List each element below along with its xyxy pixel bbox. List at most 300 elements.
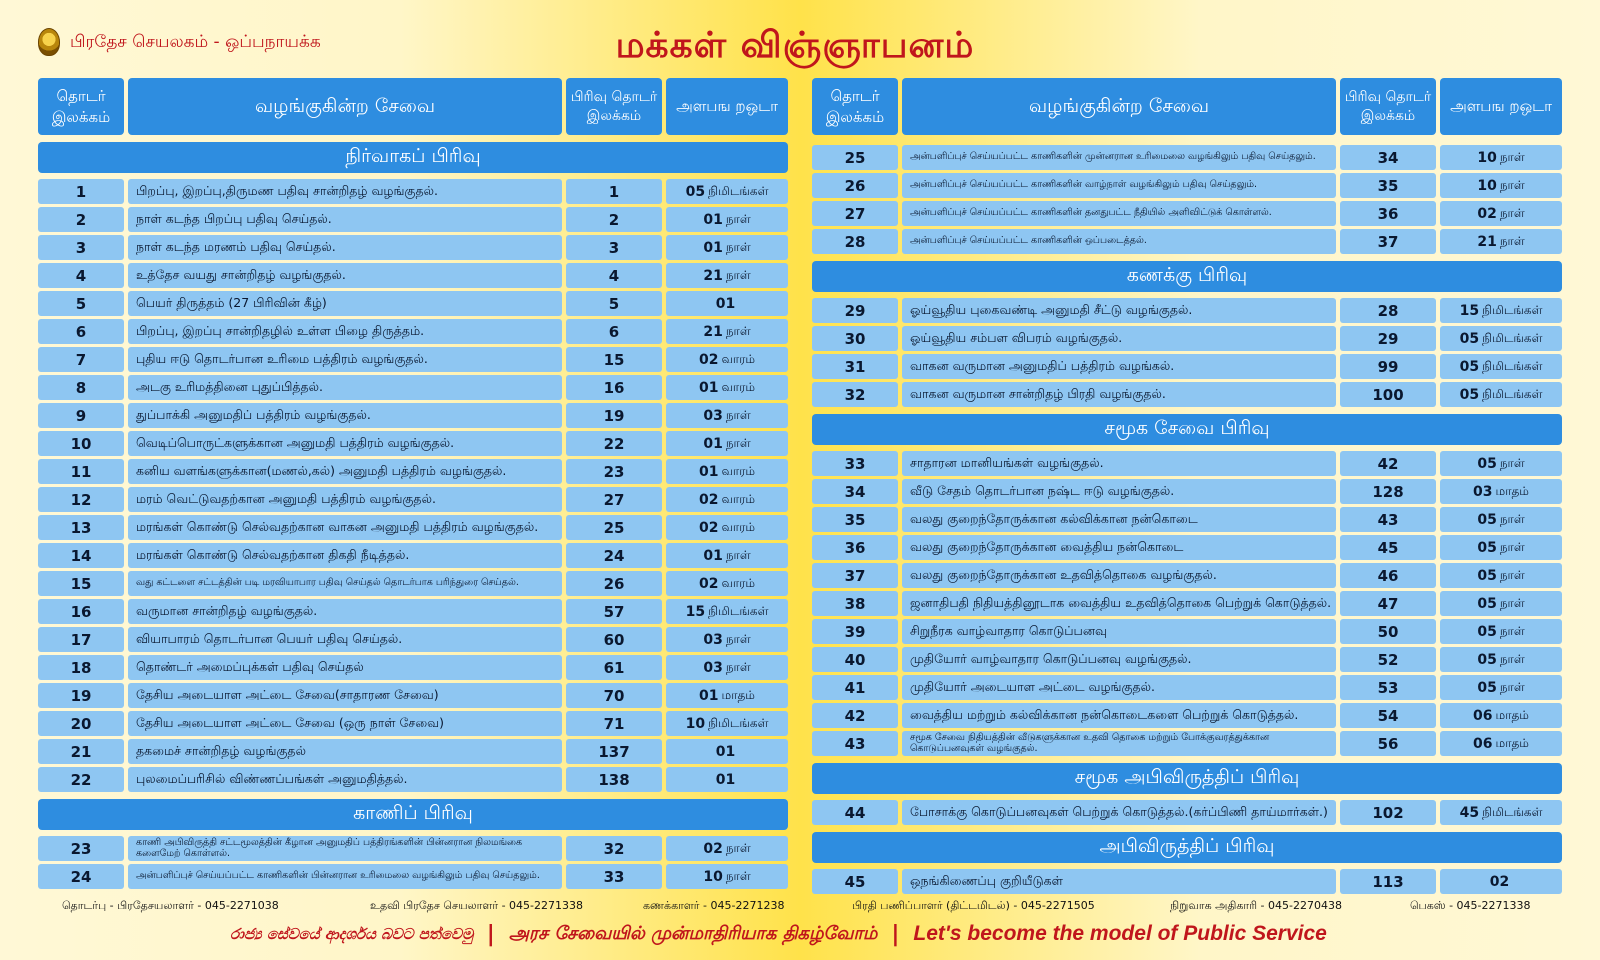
column-header-no: தொடர் இலக்கம் <box>812 78 898 135</box>
row-time-value: 05 <box>1477 539 1497 556</box>
row-time-value: 05 <box>1477 623 1497 640</box>
row-time <box>666 515 788 540</box>
row-service: உத்தேச வயது சான்றிதழ் வழங்குதல். <box>128 263 562 288</box>
row-division-number: 50 <box>1340 619 1436 644</box>
column-header-division-no: பிரிவு தொடர் இலக்கம் <box>1340 78 1436 135</box>
row-number: 12 <box>38 487 124 512</box>
table-row <box>812 507 1562 532</box>
row-number: 10 <box>38 431 124 456</box>
table-row <box>812 563 1562 588</box>
row-time-value: 01 <box>698 379 719 396</box>
row-number: 39 <box>812 619 898 644</box>
row-service: காணி அபிவிருத்தி சட்டமூலத்தின் கீழான அனுமதிப் பத்திரங்களின் பின்னரான நிலமங்கை களைமேற் கொள்ளல். <box>128 836 562 861</box>
table-row <box>38 207 788 232</box>
row-time-unit: நாள் <box>1499 623 1525 638</box>
table-row <box>812 354 1562 379</box>
row-service: மரங்கள் கொண்டு செல்வதற்கான திகதி நீடித்தல். <box>128 543 562 568</box>
section-title: அபிவிருத்திப் பிரிவு <box>812 832 1562 863</box>
row-time-unit: நாள் <box>1499 651 1525 666</box>
row-time-unit: நிமிடங்கள் <box>1482 804 1543 819</box>
row-number: 4 <box>38 263 124 288</box>
row-service: புதிய ஈடு தொடர்பான உரிமை பத்திரம் வழங்குதல். <box>128 347 562 372</box>
row-service: அடகு உரிமத்தினை புதுப்பித்தல். <box>128 375 562 400</box>
row-time-unit: மாதம் <box>1495 483 1529 498</box>
row-time-value: 10 <box>703 868 723 885</box>
row-number: 18 <box>38 655 124 680</box>
row-service: சாதாரன மானியங்கள் வழங்குதல். <box>902 451 1336 476</box>
row-division-number: 57 <box>566 599 662 624</box>
row-time-unit: நிமிடங்கள் <box>708 715 769 730</box>
row-time-unit: வாரம் <box>721 379 756 394</box>
row-time-unit: நாள் <box>725 323 751 338</box>
row-service: அன்பளிப்புச் செய்யப்பட்ட காணிகளின் வாழ்நாள் வழங்கிலும் பதிவு செய்தலும். <box>902 173 1336 198</box>
table-row <box>812 145 1562 170</box>
row-time-unit: நாள் <box>725 547 751 562</box>
row-service: தேசிய அடையாள அட்டை சேவை(சாதாரண சேவை) <box>128 683 562 708</box>
column-header-service: வழங்குகின்ற சேவை <box>902 78 1336 135</box>
row-time <box>1440 479 1562 504</box>
right-table <box>812 78 1562 897</box>
row-number: 35 <box>812 507 898 532</box>
row-time <box>666 739 788 764</box>
table-row <box>812 675 1562 700</box>
row-time <box>666 571 788 596</box>
slogan-banner <box>230 918 1380 950</box>
row-service: பெயர் திருத்தம் (27 பிரிவின் கீழ்) <box>128 291 562 316</box>
row-division-number: 28 <box>1340 298 1436 323</box>
row-number: 13 <box>38 515 124 540</box>
row-time-value: 01 <box>703 547 723 564</box>
row-number: 9 <box>38 403 124 428</box>
row-number: 30 <box>812 326 898 351</box>
row-service: அன்பளிப்புச் செய்யப்பட்ட காணிகளின் தனதுபட்ட நீதியில் அளிவிட்டுக் கொள்ளல். <box>902 201 1336 226</box>
row-service: வலது குறைந்தோருக்கான உதவித்தொகை வழங்குதல். <box>902 563 1336 588</box>
table-row <box>812 382 1562 407</box>
row-time-unit: நிமிடங்கள் <box>708 183 769 198</box>
row-time <box>666 655 788 680</box>
row-number: 7 <box>38 347 124 372</box>
row-time-value: 01 <box>703 211 723 228</box>
table-row <box>812 703 1562 728</box>
row-service: வீடு சேதம் தொடர்பான நஷ்ட ஈடு வழங்குதல். <box>902 479 1336 504</box>
row-number: 21 <box>38 739 124 764</box>
row-division-number: 60 <box>566 627 662 652</box>
row-division-number: 6 <box>566 319 662 344</box>
row-division-number: 56 <box>1340 731 1436 756</box>
row-number: 28 <box>812 229 898 254</box>
row-time <box>666 711 788 736</box>
row-time-value: 21 <box>1477 233 1497 250</box>
row-division-number: 128 <box>1340 479 1436 504</box>
row-time-unit: நாள் <box>725 868 751 883</box>
section-title: நிர்வாகப் பிரிவு <box>38 142 788 173</box>
emblem-icon <box>38 28 60 56</box>
row-time-value: 02 <box>698 491 719 508</box>
row-service: போசாக்கு கொடுப்பனவுகள் பெற்றுக் கொடுத்தல்.(கர்ப்பிணி தாய்மார்கள்.) <box>902 800 1336 825</box>
row-service: சமூக சேவை நிதியத்தின் வீடுகளுக்கான உதவி தொகை மற்றும் போக்குவரத்துக்கான கொடுப்பனவுகள் வழங்குதல். <box>902 731 1336 756</box>
contact-item: கணக்காளர் - 045-2271238 <box>643 899 785 912</box>
table-row <box>38 683 788 708</box>
row-division-number: 113 <box>1340 869 1436 894</box>
table-row <box>812 869 1562 894</box>
row-time-value: 10 <box>1477 177 1497 194</box>
row-division-number: 35 <box>1340 173 1436 198</box>
row-time-value: 02 <box>1489 873 1510 890</box>
row-service: அன்பளிப்புச் செய்யப்பட்ட காணிகளின் ஒப்படைத்தல். <box>902 229 1336 254</box>
table-row <box>38 431 788 456</box>
table-row <box>38 459 788 484</box>
row-number: 33 <box>812 451 898 476</box>
table-row <box>812 800 1562 825</box>
table-row <box>38 235 788 260</box>
row-service: வருமான சான்றிதழ் வழங்குதல். <box>128 599 562 624</box>
column-header-service: வழங்குகின்ற சேவை <box>128 78 562 135</box>
column-header-time: அளபங றஒடா <box>1440 78 1562 135</box>
office-name: பிரதேச செயலகம் - ஒப்பநாயக்க <box>70 32 321 52</box>
row-time-value: 45 <box>1459 804 1480 821</box>
table-row <box>812 591 1562 616</box>
row-service: வாகன வருமான அனுமதிப் பத்திரம் வழங்கல். <box>902 354 1336 379</box>
table-row <box>812 326 1562 351</box>
row-service: வாகன வருமான சான்றிதழ் பிரதி வழங்குதல். <box>902 382 1336 407</box>
row-service: தகமைச் சான்றிதழ் வழங்குதல் <box>128 739 562 764</box>
row-division-number: 37 <box>1340 229 1436 254</box>
section-title: சமூக அபிவிருத்திப் பிரிவு <box>812 763 1562 794</box>
row-time-unit: வாரம் <box>721 519 756 534</box>
row-time <box>666 375 788 400</box>
row-time <box>666 347 788 372</box>
table-row <box>38 864 788 889</box>
row-time-value: 05 <box>1459 358 1480 375</box>
row-time-value: 01 <box>715 295 736 312</box>
row-time-unit: நிமிடங்கள் <box>1482 386 1543 401</box>
table-row <box>38 543 788 568</box>
row-time-value: 02 <box>698 519 719 536</box>
row-time-value: 05 <box>685 183 706 200</box>
row-service: அன்பளிப்புச் செய்யப்பட்ட காணிகளின் பின்னரான உரிமைலை வழங்கிலும் பதிவு செய்தலும். <box>128 864 562 889</box>
row-service: மரம் வெட்டுவதற்கான அனுமதி பத்திரம் வழங்குதல். <box>128 487 562 512</box>
row-division-number: 99 <box>1340 354 1436 379</box>
row-division-number: 46 <box>1340 563 1436 588</box>
row-service: மரங்கள் கொண்டு செல்வதற்கான வாகன அனுமதி பத்திரம் வழங்குதல். <box>128 515 562 540</box>
slogan-tamil: அரச சேவையில் முன்மாதிரியாக திகழ்வோம் <box>508 922 878 944</box>
row-time-unit: நாள் <box>725 659 751 674</box>
row-time-value: 05 <box>1477 511 1497 528</box>
row-division-number: 100 <box>1340 382 1436 407</box>
row-time <box>666 683 788 708</box>
row-time-value: 05 <box>1477 595 1497 612</box>
row-time-unit: நிமிடங்கள் <box>1482 330 1543 345</box>
row-division-number: 47 <box>1340 591 1436 616</box>
row-time-unit: வாரம் <box>721 575 756 590</box>
row-number: 11 <box>38 459 124 484</box>
table-row <box>38 487 788 512</box>
contact-item: பெகஸ் - 045-2271338 <box>1410 899 1531 912</box>
row-time-value: 01 <box>699 687 719 704</box>
row-time-unit: நாள் <box>1499 149 1525 164</box>
row-time-value: 01 <box>698 463 719 480</box>
row-time-value: 15 <box>685 603 706 620</box>
row-division-number: 23 <box>566 459 662 484</box>
row-time-unit: நாள் <box>1499 567 1525 582</box>
row-time-value: 03 <box>1473 483 1493 500</box>
table-row <box>38 655 788 680</box>
row-time-unit: வாரம் <box>721 351 756 366</box>
row-number: 5 <box>38 291 124 316</box>
row-time-value: 02 <box>698 351 719 368</box>
row-number: 14 <box>38 543 124 568</box>
row-time <box>1440 535 1562 560</box>
row-division-number: 45 <box>1340 535 1436 560</box>
table-row <box>38 263 788 288</box>
row-division-number: 61 <box>566 655 662 680</box>
row-number: 25 <box>812 145 898 170</box>
table-row <box>38 711 788 736</box>
row-number: 34 <box>812 479 898 504</box>
row-time <box>1440 326 1562 351</box>
table-row <box>812 173 1562 198</box>
row-number: 27 <box>812 201 898 226</box>
table-row <box>812 535 1562 560</box>
column-header-time: அளபங றஒடா <box>666 78 788 135</box>
row-time <box>666 599 788 624</box>
slogan-separator: | <box>891 921 900 947</box>
row-division-number: 3 <box>566 235 662 260</box>
row-time-unit: வாரம் <box>721 491 756 506</box>
table-row <box>38 627 788 652</box>
row-division-number: 102 <box>1340 800 1436 825</box>
row-time-unit: வாரம் <box>721 463 756 478</box>
row-number: 41 <box>812 675 898 700</box>
row-time-value: 21 <box>703 323 723 340</box>
row-time-value: 02 <box>1477 205 1497 222</box>
row-time <box>1440 451 1562 476</box>
row-time-unit: நிமிடங்கள் <box>1482 358 1543 373</box>
table-row <box>812 451 1562 476</box>
table-row <box>38 571 788 596</box>
row-time <box>1440 563 1562 588</box>
row-division-number: 71 <box>566 711 662 736</box>
table-row <box>812 647 1562 672</box>
row-time-value: 01 <box>715 771 736 788</box>
row-service: சிறுநீரக வாழ்வாதார கொடுப்பனவு <box>902 619 1336 644</box>
row-service: துப்பாக்கி அனுமதிப் பத்திரம் வழங்குதல். <box>128 403 562 428</box>
row-time-unit: நாள் <box>725 239 751 254</box>
table-row <box>38 347 788 372</box>
row-service: புலமைப்பரிசில் விண்ணப்பங்கள் அனுமதித்தல். <box>128 767 562 792</box>
row-number: 32 <box>812 382 898 407</box>
row-number: 2 <box>38 207 124 232</box>
row-division-number: 43 <box>1340 507 1436 532</box>
row-time <box>1440 507 1562 532</box>
row-division-number: 137 <box>566 739 662 764</box>
row-service: பிறப்பு, இறப்பு சான்றிதழில் உள்ள பிழை திருத்தம். <box>128 319 562 344</box>
row-time-value: 05 <box>1477 679 1497 696</box>
row-time-value: 01 <box>703 239 723 256</box>
row-time-unit: நாள் <box>725 840 751 855</box>
row-number: 29 <box>812 298 898 323</box>
row-division-number: 19 <box>566 403 662 428</box>
row-number: 37 <box>812 563 898 588</box>
row-service: நாள் கடந்த மரணம் பதிவு செய்தல். <box>128 235 562 260</box>
row-division-number: 32 <box>566 836 662 861</box>
slogan-sinhala: රාජ්‍ය සේවයේ ආදර්ශය බවට පත්වෙමු <box>230 925 473 943</box>
row-service: ஜனாதிபதி நிதியத்தினூடாக வைத்திய உதவித்தொகை பெற்றுக் கொடுத்தல். <box>902 591 1336 616</box>
row-service: ஓய்வூதிய புகைவண்டி அனுமதி சீட்டு வழங்குதல். <box>902 298 1336 323</box>
row-time <box>1440 731 1562 756</box>
contact-footer <box>0 899 1600 917</box>
row-number: 31 <box>812 354 898 379</box>
row-time-unit: நாள் <box>1499 177 1525 192</box>
row-division-number: 16 <box>566 375 662 400</box>
row-division-number: 2 <box>566 207 662 232</box>
row-division-number: 29 <box>1340 326 1436 351</box>
row-division-number: 22 <box>566 431 662 456</box>
table-row <box>812 229 1562 254</box>
row-time-unit: மாதம் <box>721 687 755 702</box>
row-division-number: 15 <box>566 347 662 372</box>
row-time <box>1440 382 1562 407</box>
row-time <box>666 179 788 204</box>
table-row <box>38 375 788 400</box>
row-time-unit: நாள் <box>725 211 751 226</box>
row-division-number: 4 <box>566 263 662 288</box>
table-row <box>812 479 1562 504</box>
row-number: 3 <box>38 235 124 260</box>
row-time <box>1440 703 1562 728</box>
row-service: வலது குறைந்தோருக்கான வைத்திய நன்கொடை <box>902 535 1336 560</box>
row-time-unit: நாள் <box>1499 539 1525 554</box>
row-time <box>666 263 788 288</box>
row-time <box>666 627 788 652</box>
row-time-unit: மாதம் <box>1495 707 1529 722</box>
table-row <box>38 836 788 861</box>
row-time-value: 05 <box>1477 455 1497 472</box>
row-time-unit: நாள் <box>1499 511 1525 526</box>
row-time <box>1440 145 1562 170</box>
row-time-unit: நாள் <box>725 407 751 422</box>
row-time <box>666 836 788 861</box>
row-service: ஓய்வூதிய சம்பள விபரம் வழங்குதல். <box>902 326 1336 351</box>
row-division-number: 34 <box>1340 145 1436 170</box>
row-service: வது கட்டளை சட்டத்தின் படி மரவியாபார பதிவு செய்தல் தொடர்பாக பரிந்துரை செய்தல். <box>128 571 562 596</box>
row-time-unit: நாள் <box>1499 205 1525 220</box>
row-time-unit: நாள் <box>725 267 751 282</box>
row-number: 8 <box>38 375 124 400</box>
row-time <box>1440 201 1562 226</box>
row-time <box>666 767 788 792</box>
contact-item: நிறுவாக அதிகாரி - 045-2270438 <box>1170 899 1342 912</box>
row-service: வெடிப்பொருட்களுக்கான அனுமதி பத்திரம் வழங்குதல். <box>128 431 562 456</box>
row-time-value: 05 <box>1477 651 1497 668</box>
row-service: முதியோர் வாழ்வாதார கொடுப்பனவு வழங்குதல். <box>902 647 1336 672</box>
row-number: 19 <box>38 683 124 708</box>
table-row <box>38 599 788 624</box>
row-time-value: 10 <box>1477 149 1497 166</box>
row-time-unit: மாதம் <box>1495 735 1529 750</box>
row-service: தொண்டர் அமைப்புக்கள் பதிவு செய்தல் <box>128 655 562 680</box>
row-number: 43 <box>812 731 898 756</box>
row-time-value: 03 <box>703 407 723 424</box>
row-number: 36 <box>812 535 898 560</box>
row-time <box>1440 298 1562 323</box>
row-division-number: 42 <box>1340 451 1436 476</box>
row-time-value: 03 <box>703 659 723 676</box>
table-row <box>812 201 1562 226</box>
row-service: நாள் கடந்த பிறப்பு பதிவு செய்தல். <box>128 207 562 232</box>
column-header-row <box>38 78 788 135</box>
slogan-english: Let's become the model of Public Service <box>913 922 1327 945</box>
row-division-number: 53 <box>1340 675 1436 700</box>
row-number: 20 <box>38 711 124 736</box>
row-time-value: 21 <box>703 267 723 284</box>
row-service: வலது குறைந்தோருக்கான கல்விக்கான நன்கொடை <box>902 507 1336 532</box>
row-time <box>1440 869 1562 894</box>
row-division-number: 27 <box>566 487 662 512</box>
header-bar <box>0 0 1600 78</box>
contact-item: உதவி பிரதேச செயலாளர் - 045-2271338 <box>370 899 583 912</box>
table-row <box>38 179 788 204</box>
row-time-value: 05 <box>1459 386 1480 403</box>
row-service: அன்பளிப்புச் செய்யப்பட்ட காணிகளின் முன்னரான உரிமைலை வழங்கிலும் பதிவு செய்தலும். <box>902 145 1336 170</box>
row-service: கனிய வளங்களுக்கான(மணல்,கல்) அனுமதி பத்திரம் வழங்குதல். <box>128 459 562 484</box>
contact-item: பிரதி பணிப்பாளர் (திட்டமிடல்) - 045-2271505 <box>852 899 1095 912</box>
row-number: 44 <box>812 800 898 825</box>
row-time-value: 02 <box>698 575 719 592</box>
page-title: மக்கள் விஞ்ஞாபனம் <box>615 24 975 66</box>
row-time <box>1440 591 1562 616</box>
table-row <box>38 403 788 428</box>
row-time-unit: நிமிடங்கள் <box>1482 302 1543 317</box>
row-time <box>1440 173 1562 198</box>
row-time <box>666 543 788 568</box>
row-number: 17 <box>38 627 124 652</box>
row-division-number: 5 <box>566 291 662 316</box>
row-time-value: 01 <box>703 435 723 452</box>
row-number: 16 <box>38 599 124 624</box>
left-table <box>38 78 788 892</box>
row-number: 26 <box>812 173 898 198</box>
row-time <box>666 207 788 232</box>
row-number: 6 <box>38 319 124 344</box>
section-title: சமூக சேவை பிரிவு <box>812 414 1562 445</box>
row-time-value: 01 <box>715 743 736 760</box>
column-header-no: தொடர் இலக்கம் <box>38 78 124 135</box>
row-time <box>666 291 788 316</box>
row-time-unit: நாள் <box>725 435 751 450</box>
table-row <box>812 731 1562 756</box>
row-service: வைத்திய மற்றும் கல்விக்கான நன்கொடைகளை பெற்றுக் கொடுத்தல். <box>902 703 1336 728</box>
row-number: 40 <box>812 647 898 672</box>
row-service: தேசிய அடையாள அட்டை சேவை (ஒரு நாள் சேவை) <box>128 711 562 736</box>
slogan-separator: | <box>486 921 495 947</box>
row-time-value: 05 <box>1477 567 1497 584</box>
row-division-number: 1 <box>566 179 662 204</box>
row-number: 22 <box>38 767 124 792</box>
row-division-number: 25 <box>566 515 662 540</box>
row-time <box>1440 647 1562 672</box>
row-number: 1 <box>38 179 124 204</box>
row-time-value: 03 <box>703 631 723 648</box>
column-header-division-no: பிரிவு தொடர் இலக்கம் <box>566 78 662 135</box>
contact-item: தொடர்பு - பிரதேசயலாளர் - 045-2271038 <box>62 899 279 912</box>
row-division-number: 36 <box>1340 201 1436 226</box>
row-number: 45 <box>812 869 898 894</box>
row-time-unit: நாள் <box>1499 233 1525 248</box>
row-division-number: 70 <box>566 683 662 708</box>
row-service: பிறப்பு, இறப்பு,திருமண பதிவு சான்றிதழ் வழங்குதல். <box>128 179 562 204</box>
row-time <box>666 235 788 260</box>
